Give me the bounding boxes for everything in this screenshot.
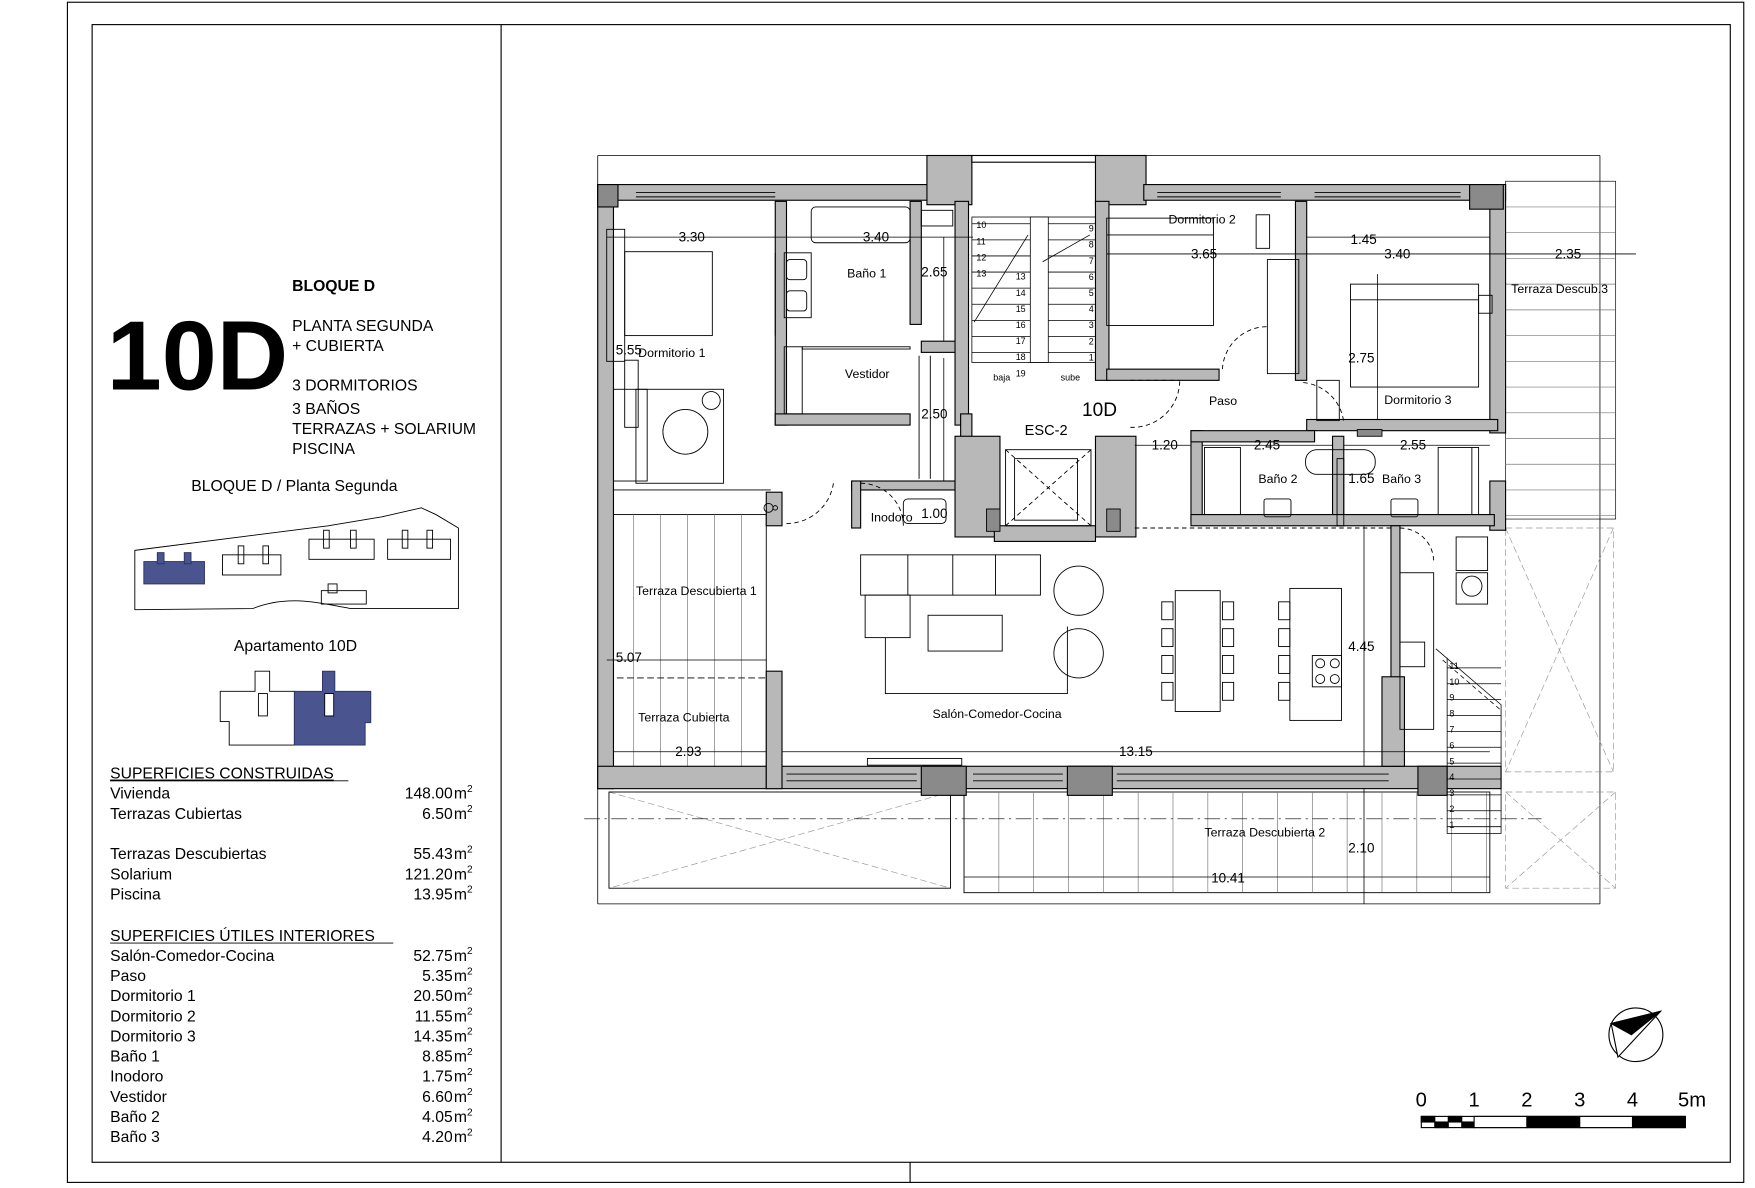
stair-step-number: 8 — [1449, 708, 1455, 719]
dim-label: 5.07 — [615, 650, 642, 666]
block-title: BLOQUE D — [292, 277, 376, 295]
useful-area-value: 11.55 — [414, 1008, 453, 1026]
scale-label: 2 — [1521, 1089, 1533, 1112]
room-label-terraza-desc3: Terraza Descub.3 — [1511, 282, 1609, 297]
terraza-descub1-area — [607, 515, 767, 783]
stair-step-number: 9 — [1449, 692, 1455, 703]
dormitorio2-furniture — [1107, 212, 1299, 374]
stair-label-esc2: ESC-2 — [1024, 423, 1068, 440]
solarium-crosses — [609, 528, 1616, 888]
stair-step-number: 8 — [1088, 239, 1094, 250]
dim-label: 1.20 — [1151, 437, 1178, 453]
key-plan — [135, 508, 459, 610]
stair-step-number: 7 — [1449, 724, 1455, 735]
stair-step-number: 19 — [1015, 368, 1026, 379]
apartment-key-title: Apartamento 10D — [233, 638, 358, 656]
stair-step-number: 6 — [1449, 740, 1455, 751]
stair-step-number: 1 — [1449, 819, 1455, 830]
stair-step-number: 4 — [1088, 304, 1094, 315]
east-stair — [1436, 649, 1501, 834]
stair-step-number: 10 — [976, 220, 987, 231]
area-value: 13.95 — [413, 886, 453, 904]
room-label-terraza-desc2: Terraza Descubierta 2 — [1204, 825, 1326, 840]
feature-line-1: 3 DORMITORIOS — [292, 377, 418, 395]
stair-step-number: 5 — [1449, 756, 1455, 767]
useful-area-unit: $m^2$ — [453, 1006, 473, 1026]
useful-area-unit: $m^2$ — [453, 1087, 473, 1106]
feature-line-2: 3 BAÑOS — [292, 400, 361, 418]
area-label: Piscina — [110, 886, 161, 904]
area-unit: $m^2$ — [453, 784, 473, 803]
dim-label: 1.00 — [921, 505, 948, 521]
useful-area-label: Paso — [110, 968, 146, 986]
stair-step-number: 2 — [1088, 336, 1094, 347]
useful-area-label: Vestidor — [110, 1088, 167, 1106]
dim-label: 3.65 — [1190, 246, 1218, 262]
stair-step-number: 11 — [976, 236, 986, 247]
useful-area-label: Salón-Comedor-Cocina — [110, 947, 275, 965]
dim-label: 2.93 — [675, 744, 702, 760]
scale-label: 0 — [1415, 1089, 1427, 1112]
room-label-bano3: Baño 3 — [1381, 472, 1422, 487]
scale-label: 5m — [1678, 1089, 1707, 1112]
key-plan-title: BLOQUE D / Planta Segunda — [191, 478, 398, 496]
stair-step-number: 13 — [1015, 271, 1026, 282]
useful-area-value: 8.85 — [422, 1048, 453, 1066]
useful-area-unit: $m^2$ — [453, 1046, 473, 1066]
dim-label: 3.40 — [1384, 246, 1411, 262]
apartment-key-plan — [220, 671, 371, 745]
room-label-bano1: Baño 1 — [847, 266, 887, 281]
sheet-frame — [67, 2, 1743, 1182]
useful-area-value: 14.35 — [413, 1028, 453, 1046]
room-label-dormitorio1: Dormitorio 1 — [638, 345, 706, 360]
room-label-dormitorio3: Dormitorio 3 — [1384, 392, 1452, 407]
dim-label: 3.40 — [862, 229, 890, 245]
useful-area-label: Inodoro — [110, 1068, 164, 1086]
useful-area-value: 5.35 — [422, 968, 453, 986]
useful-area-unit: $m^2$ — [453, 1127, 473, 1147]
area-value: 6.50 — [422, 805, 453, 823]
terraza-descub3-area — [1506, 181, 1616, 519]
useful-area-unit: $m^2$ — [453, 986, 473, 1006]
area-unit: $m^2$ — [453, 864, 473, 884]
stair-step-number: 1 — [1088, 352, 1094, 363]
dim-label: 13.15 — [1119, 744, 1153, 760]
stair-baja-label: baja — [993, 372, 1011, 383]
area-unit: $m^2$ — [453, 844, 473, 864]
scale-label: 3 — [1574, 1089, 1586, 1112]
room-label-terraza-desc1: Terraza Descubierta 1 — [635, 584, 757, 599]
dim-label: 2.75 — [1348, 350, 1375, 366]
feature-line-3: TERRAZAS + SOLARIUM — [292, 421, 477, 439]
useful-area-unit: $m^2$ — [453, 1026, 473, 1046]
north-arrow-icon — [1609, 1008, 1663, 1062]
stair-step-number: 10 — [1449, 676, 1460, 687]
useful-area-label: Baño 1 — [110, 1048, 160, 1066]
esc2-stair — [972, 217, 1096, 362]
stair-step-number: 5 — [1088, 288, 1094, 298]
room-label-terraza-cubierta: Terraza Cubierta — [638, 710, 730, 725]
scale-label: 1 — [1468, 1089, 1480, 1112]
dim-label: 1.45 — [1350, 231, 1377, 247]
stair-step-number: 3 — [1449, 788, 1455, 799]
unit-big-label: 10D — [106, 300, 289, 411]
useful-area-unit: $m^2$ — [453, 1107, 473, 1126]
useful-area-unit: $m^2$ — [453, 1067, 473, 1086]
stair-step-number: 3 — [1088, 320, 1094, 331]
dim-label: 2.10 — [1348, 840, 1375, 856]
useful-area-value: 4.05 — [422, 1109, 453, 1126]
area-value: 55.43 — [413, 846, 453, 864]
stair-step-number: 14 — [1015, 287, 1026, 298]
dim-label: 4.45 — [1348, 639, 1375, 655]
useful-areas-list — [110, 946, 473, 1146]
useful-area-value: 4.20 — [422, 1129, 453, 1147]
stair-step-number: 12 — [976, 252, 987, 263]
room-label-salon: Salón-Comedor-Cocina — [932, 707, 1062, 722]
stair-step-number: 16 — [1015, 320, 1026, 330]
room-label-bano2: Baño 2 — [1258, 472, 1298, 487]
dim-label: 2.65 — [921, 264, 948, 280]
area-label: Terrazas Cubiertas — [110, 805, 243, 823]
dim-label: 2.35 — [1555, 246, 1582, 262]
useful-area-value: 1.75 — [422, 1068, 453, 1086]
stair-step-number: 17 — [1015, 336, 1026, 347]
feature-line-4: PISCINA — [292, 441, 356, 459]
area-label: Vivienda — [110, 785, 171, 803]
stair-step-number: 7 — [1088, 255, 1094, 266]
stair-step-number: 11 — [1449, 660, 1459, 671]
floor-line-1: PLANTA SEGUNDA — [292, 318, 434, 336]
area-label: Terrazas Descubiertas — [110, 846, 267, 864]
useful-area-label: Baño 2 — [110, 1109, 160, 1126]
room-label-dormitorio2: Dormitorio 2 — [1168, 212, 1236, 227]
dim-label: 1.65 — [1348, 471, 1375, 487]
useful-area-value: 52.75 — [413, 947, 453, 965]
useful-area-label: Dormitorio 1 — [110, 988, 196, 1006]
room-label-inodoro: Inodoro — [870, 510, 913, 525]
useful-area-value: 6.60 — [422, 1088, 453, 1106]
useful-areas-title: SUPERFICIES ÚTILES INTERIORES — [110, 927, 375, 945]
floor-plan — [584, 155, 1636, 903]
area-label: Solarium — [110, 866, 173, 884]
scale-bar — [1416, 1089, 1706, 1127]
built-areas-title: SUPERFICIES CONSTRUIDAS — [110, 765, 334, 783]
useful-area-value: 20.50 — [413, 988, 453, 1006]
useful-area-label: Dormitorio 3 — [110, 1028, 196, 1046]
area-unit: $m^2$ — [453, 804, 473, 823]
area-unit: $m^2$ — [453, 884, 473, 904]
dim-label: 2.55 — [1399, 437, 1427, 453]
dim-label: 2.50 — [921, 406, 948, 422]
area-value: 121.20 — [404, 866, 453, 884]
unit-label-plan: 10D — [1081, 400, 1118, 422]
stair-step-number: 9 — [1088, 223, 1094, 234]
info-panel — [107, 278, 476, 1146]
stair-step-number: 13 — [976, 268, 987, 279]
dim-label: 2.45 — [1253, 437, 1281, 453]
useful-area-unit: $m^2$ — [453, 966, 473, 986]
stair-step-number: 15 — [1015, 303, 1026, 314]
area-value: 148.00 — [404, 785, 453, 803]
scale-label: 4 — [1626, 1089, 1639, 1112]
stair-step-number: 4 — [1449, 772, 1455, 783]
stair-sube-label: sube — [1060, 372, 1081, 383]
room-label-paso: Paso — [1208, 393, 1238, 408]
stair-step-number: 18 — [1015, 352, 1026, 363]
room-label-vestidor: Vestidor — [844, 367, 890, 382]
built-areas-list — [110, 784, 473, 903]
stair-step-number: 2 — [1449, 803, 1455, 814]
dim-label: 3.30 — [678, 229, 705, 245]
useful-area-unit: $m^2$ — [453, 946, 473, 965]
paso-doors — [1130, 380, 1433, 561]
dim-label: 5.55 — [615, 342, 642, 358]
useful-area-label: Baño 3 — [110, 1129, 160, 1147]
dim-label: 10.41 — [1211, 870, 1245, 886]
useful-area-label: Dormitorio 2 — [110, 1008, 196, 1026]
stair-step-number: 6 — [1088, 271, 1094, 282]
floor-line-2: + CUBIERTA — [292, 338, 384, 356]
